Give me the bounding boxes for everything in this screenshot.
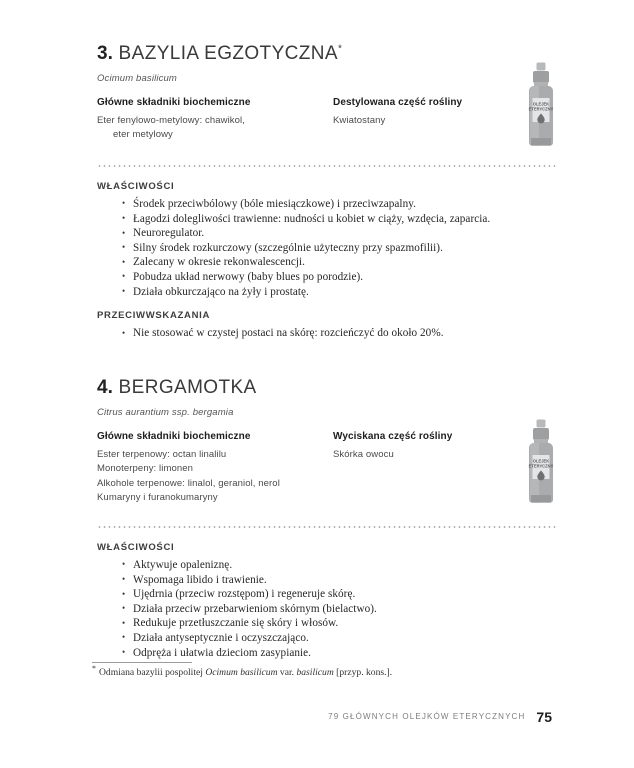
footnote-marker: * [92, 663, 96, 673]
footnote-text-middle: var. [277, 667, 297, 678]
entry-number: 4. [97, 377, 113, 398]
list-item: • Aktywuje opaleniznę. [122, 558, 557, 573]
section-label: PRZECIWWSKAZANIA [97, 310, 211, 322]
section-label: WŁAŚCIWOŚCI [97, 541, 175, 553]
component-line: Monoterpeny: limonen [97, 463, 193, 475]
entry-header [97, 378, 557, 418]
essential-oil-bottle-icon [524, 62, 558, 150]
page-number: 75 [536, 708, 552, 725]
footnote-rule [92, 662, 192, 663]
footnote-italic-variety: basilicum [296, 667, 334, 678]
essential-oil-bottle-icon [524, 419, 558, 507]
plant-part-line: Skórka owocu [333, 448, 394, 460]
list-item: • Pobudza układ nerwowy (baby blues po porodzie). [122, 270, 557, 285]
properties-list [97, 558, 557, 660]
list-item: • Redukuje przetłuszczanie się skóry i włosów. [122, 616, 557, 631]
column-heading: Główne składniki biochemiczne [97, 96, 251, 108]
footnote-italic-species: Ocimum basilicum [205, 667, 278, 678]
section-label: WŁAŚCIWOŚCI [97, 180, 175, 192]
biochemical-components-column [97, 431, 325, 506]
plant-part-column [333, 431, 533, 463]
latin-name: Citrus aurantium ssp. bergamia [97, 406, 234, 418]
entry-number: 3. [97, 43, 113, 64]
plant-part-column [333, 97, 533, 129]
component-line: Alkohole terpenowe: linalol, geraniol, nerol [97, 477, 280, 489]
footnote [92, 663, 552, 679]
list-item: • Zalecany w okresie rekonwalescencji. [122, 255, 557, 270]
list-item: • Odpręża i ułatwia dzieciom zasypianie. [122, 646, 557, 661]
list-item: • Działa obkurczająco na żyły i prostatę. [122, 285, 557, 300]
column-heading: Destylowana część rośliny [333, 96, 463, 108]
entry-name: BAZYLIA EGZOTYCZNA [118, 43, 338, 64]
svg-text:ETERYCZNY: ETERYCZNY [528, 463, 554, 469]
component-line: Kumaryny i furanokumaryny [97, 492, 218, 504]
component-line: eter metylowy [113, 129, 173, 141]
section-divider [97, 526, 557, 528]
list-item: • Wspomaga libido i trawienie. [122, 573, 557, 588]
entry-bergamotka [97, 378, 557, 660]
section-divider [97, 165, 557, 167]
entry-name: BERGAMOTKA [118, 377, 257, 398]
svg-text:ETERYCZNY: ETERYCZNY [528, 106, 554, 112]
page-title [97, 378, 557, 398]
list-item: • Działa przeciw przebarwieniom skórnym (bielactwo). [122, 602, 557, 617]
bottle-graphic [524, 62, 558, 150]
entry-bazylia-egzotyczna [97, 44, 557, 341]
entry-header [97, 44, 557, 84]
latin-name: Ocimum basilicum [97, 72, 177, 84]
svg-text:OLEJEK: OLEJEK [532, 101, 550, 107]
list-item: • Silny środek rozkurczowy (szczególnie użyteczny przy spazmofilii). [122, 241, 557, 256]
component-line: Eter fenylowo-metylowy: chawikol, [97, 114, 245, 126]
properties-section [97, 542, 557, 660]
plant-part-line: Kwiatostany [333, 114, 386, 126]
footer-book-title: 79 GŁÓWNYCH OLEJKÓW ETERYCZNYCH [328, 712, 526, 722]
column-heading: Wyciskana część rośliny [333, 430, 453, 442]
component-line: Ester terpenowy: octan linalilu [97, 448, 227, 460]
list-item: • Działa antyseptycznie i oczyszczająco. [122, 631, 557, 646]
biochemical-components-column [97, 97, 325, 143]
title-footnote-marker: * [337, 43, 343, 55]
bottle-graphic [524, 419, 558, 507]
column-heading: Główne składniki biochemiczne [97, 430, 251, 442]
list-item: • Ujędrnia (przeciw rozstępom) i regeneruje skórę. [122, 587, 557, 602]
list-item: • Nie stosować w czystej postaci na skórę: rozcieńczyć do około 20%. [122, 326, 557, 341]
footnote-text-after: [przyp. kons.]. [333, 667, 393, 678]
contraindications-section [97, 310, 557, 341]
page-footer [328, 708, 552, 726]
list-item: • Neuroregulator. [122, 226, 557, 241]
list-item: • Środek przeciwbólowy (bóle miesiączkowe) i przeciwzapalny. [122, 197, 557, 212]
properties-list [97, 197, 557, 299]
fact-columns [97, 97, 557, 143]
fact-columns [97, 431, 557, 506]
contraindications-list [97, 326, 557, 341]
properties-section [97, 181, 557, 299]
svg-text:OLEJEK: OLEJEK [532, 458, 550, 464]
page-title [97, 44, 557, 64]
list-item: • Łagodzi dolegliwości trawienne: nudności u kobiet w ciąży, wzdęcia, zaparcia. [122, 212, 557, 227]
footnote-text-before: Odmiana bazylii pospolitej [99, 667, 206, 678]
